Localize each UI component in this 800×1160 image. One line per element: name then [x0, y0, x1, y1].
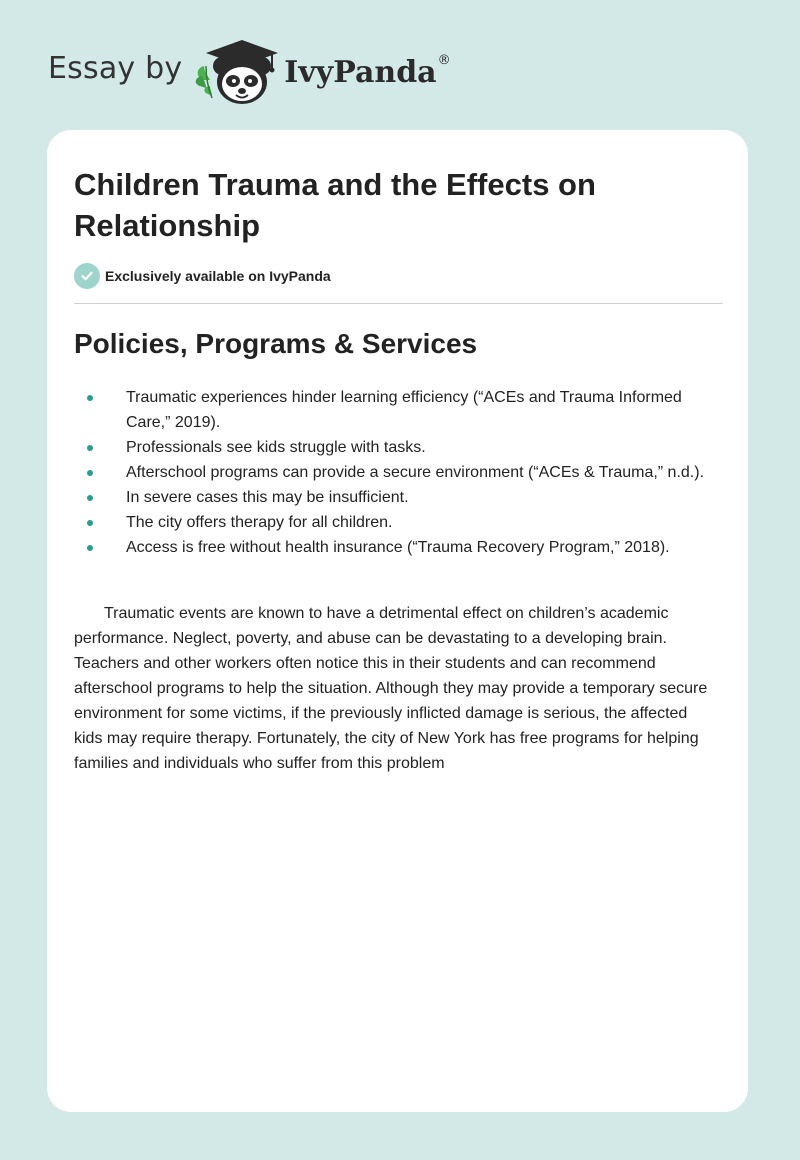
brand-prefix: Essay by: [48, 50, 183, 86]
bullet-list: [74, 385, 714, 560]
check-circle-icon: [74, 263, 100, 289]
registered-mark: ®: [437, 52, 451, 68]
list-item-text: The city offers therapy for all children.: [126, 514, 393, 531]
bullet-dot: [87, 395, 93, 401]
list-item-text: Professionals see kids struggle with tasks.: [126, 439, 426, 456]
list-item-text: Afterschool programs can provide a secure environment (“ACEs & Trauma,” n.d.).: [126, 464, 705, 481]
list-item-text: Access is free without health insurance (“Trauma Recovery Program,” 2018).: [126, 539, 670, 556]
essay-card: [47, 130, 748, 1112]
list-item: [74, 435, 714, 460]
list-item: [74, 385, 714, 435]
exclusive-label: Exclusively available on IvyPanda: [105, 268, 331, 284]
panda-logo-icon: [192, 36, 288, 108]
exclusive-badge: [74, 263, 331, 289]
bullet-dot: [87, 545, 93, 551]
list-item-text: In severe cases this may be insufficient.: [126, 489, 409, 506]
bullet-dot: [87, 445, 93, 451]
body-paragraph: Traumatic events are known to have a detrimental effect on children’s academic performance. Neglect, poverty, and abuse can be devastating to a developing brain. Teachers and other workers often notice this in their students and can recommend afterschool programs to help the situation. Although they may provide a temporary secure environment for some victims, if the previously inflicted damage is serious, the affected kids may require therapy. Fortunately, the city of New York has free programs for helping families and individuals who suffer from this problem: [74, 605, 708, 772]
section-heading: Policies, Programs & Services: [74, 328, 478, 359]
list-item: [74, 460, 714, 485]
list-item: [74, 510, 714, 535]
bullet-dot: [87, 520, 93, 526]
list-item: [74, 535, 714, 560]
bullet-dot: [87, 470, 93, 476]
brand-header: [48, 36, 451, 108]
list-item: [74, 485, 714, 510]
divider: [74, 303, 723, 304]
page-title: Children Trauma and the Effects on Relationship: [74, 167, 596, 243]
brand-name[interactable]: IvyPanda: [284, 54, 437, 90]
bullet-dot: [87, 495, 93, 501]
list-item-text: Traumatic experiences hinder learning efficiency (“ACEs and Trauma Informed Care,” 2019).: [126, 389, 682, 431]
